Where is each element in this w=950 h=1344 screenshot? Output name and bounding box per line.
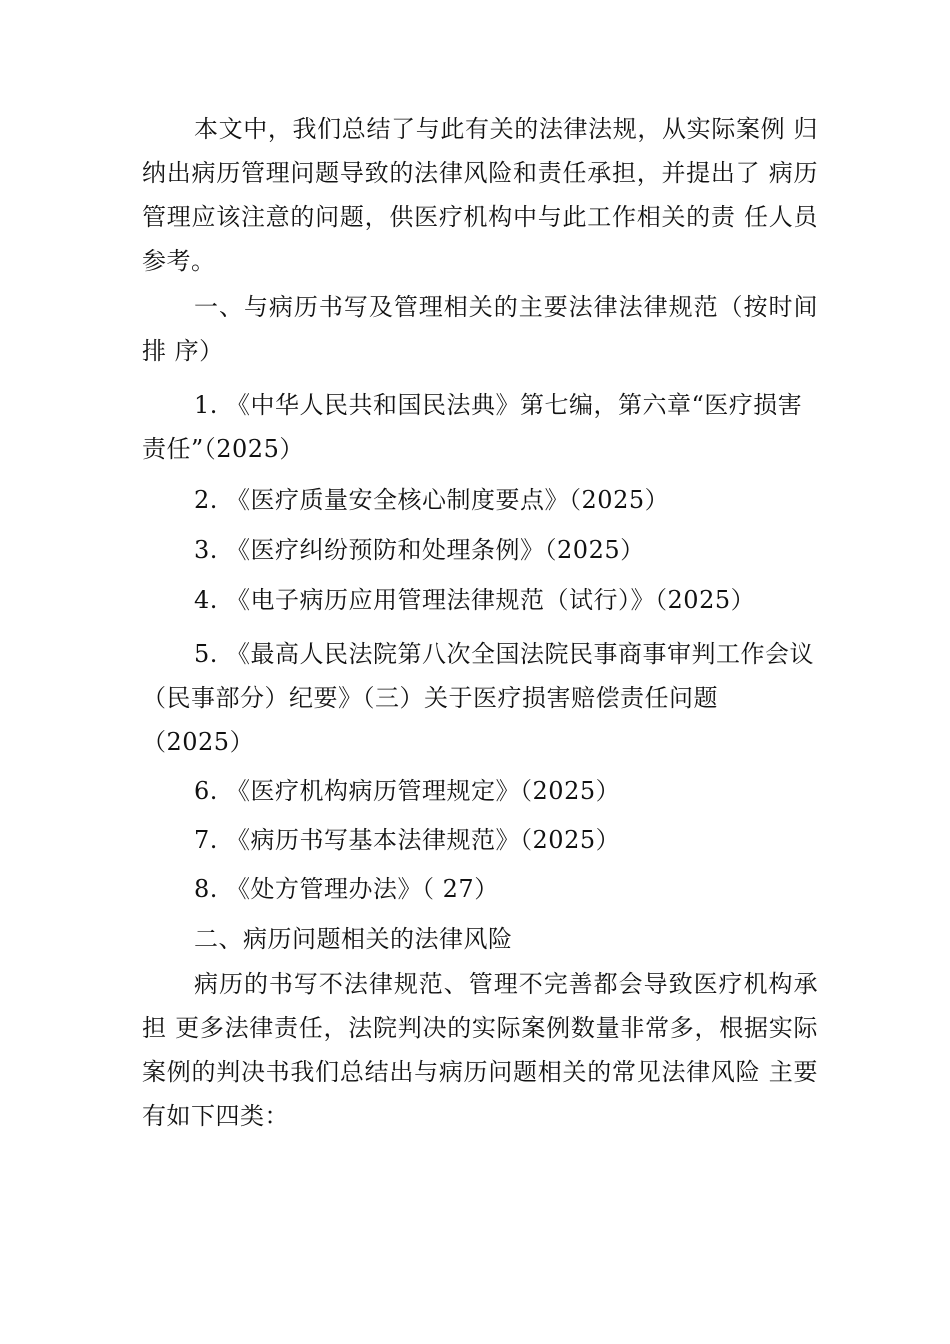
law-item-3: 3. 《医疗纠纷预防和处理条例》（2025）: [194, 536, 645, 564]
intro-paragraph: 本文中，我们总结了与此有关的法律法规，从实际案例 归纳出病历管理问题导致的法律风险和责任承担，并提出了 病历管理应该注意的问题，供医疗机构中与此工作相关的责 任人员参考。: [142, 115, 818, 275]
law-item-4: 4. 《电子病历应用管理法律规范（试行）》（2025）: [194, 586, 756, 614]
section1-heading: 一、与病历书写及管理相关的主要法律法律规范（按时间排 序）: [142, 293, 818, 365]
section2-paragraph: 病历的书写不法律规范、管理不完善都会导致医疗机构承担 更多法律责任，法院判决的实际案例数量非常多，根据实际案例的判决书我们总结出与病历问题相关的常见法律风险 主要有如下四类：: [142, 970, 818, 1130]
law-item-5: 5. 《最高人民法院第八次全国法院民事商事审判工作会议（民事部分）纪要》（三）关于医疗损害赔偿责任问题（2025）: [142, 640, 815, 756]
law-item-7: 7. 《病历书写基本法律规范》（2025）: [194, 826, 621, 854]
law-item-6: 6. 《医疗机构病历管理规定》（2025）: [194, 777, 621, 805]
law-item-2: 2. 《医疗质量安全核心制度要点》（2025）: [194, 486, 670, 514]
section2-heading: 二、病历问题相关的法律风险: [194, 925, 513, 953]
law-item-1: 1. 《中华人民共和国民法典》第七编，第六章“医疗损害责任”（2025）: [142, 391, 803, 463]
law-item-8: 8. 《处方管理办法》（ 27）: [194, 875, 499, 903]
